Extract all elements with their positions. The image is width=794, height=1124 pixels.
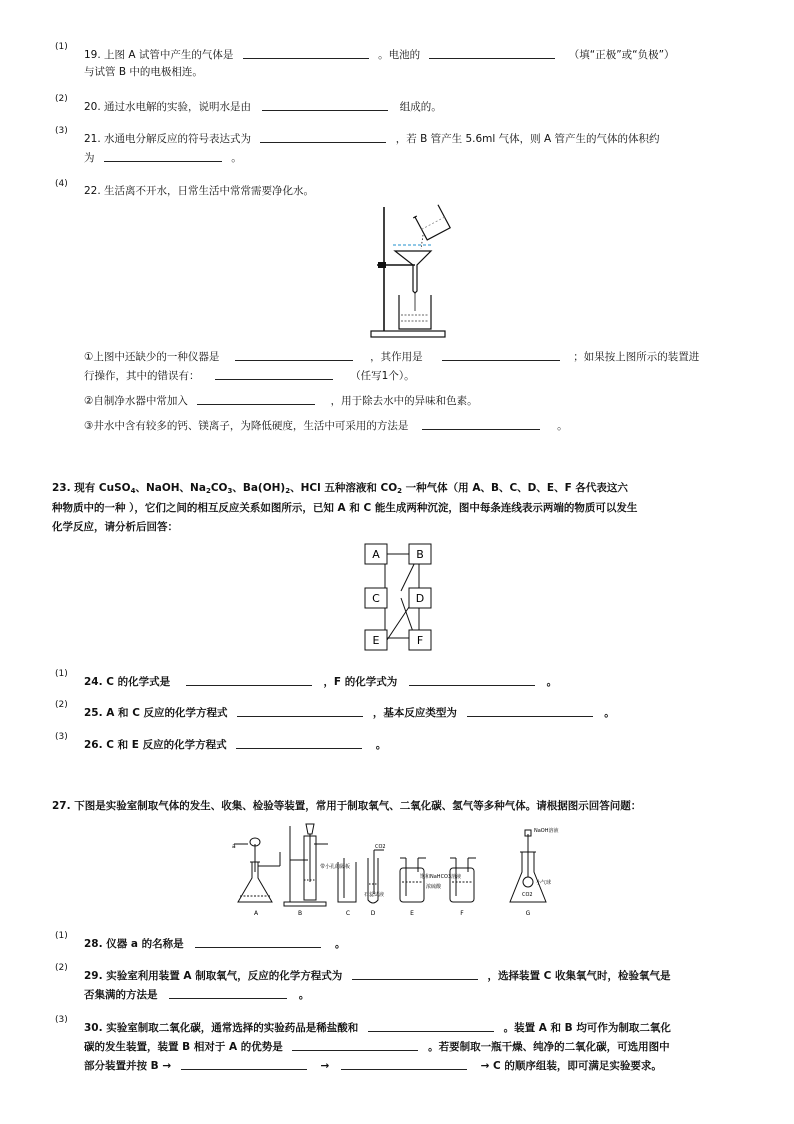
q30-blank-3[interactable] bbox=[181, 1058, 307, 1070]
q22-sub1-line1 bbox=[84, 349, 699, 364]
reaction-relationship-diagram bbox=[357, 537, 447, 655]
q30-blank-2[interactable] bbox=[292, 1039, 418, 1051]
funnel bbox=[395, 251, 431, 293]
question-19-line1 bbox=[84, 47, 675, 62]
box-label-e: E bbox=[372, 634, 380, 647]
q19-blank-1[interactable] bbox=[243, 47, 369, 59]
part-number: (4) bbox=[55, 179, 68, 189]
q20-text-b: 组成的。 bbox=[399, 101, 442, 113]
q21-blank-1[interactable] bbox=[260, 131, 386, 143]
q20-blank[interactable] bbox=[262, 99, 388, 111]
q29-text-d: 。 bbox=[298, 989, 310, 1001]
q22-s1-text-b: ，其作用是 bbox=[370, 351, 423, 363]
question-29-line1 bbox=[84, 968, 671, 983]
part-number: (2) bbox=[55, 963, 68, 973]
q19-text-a: 19. 上图 A 试管中产生的气体是 bbox=[84, 49, 234, 61]
q23-subscript: 2 bbox=[397, 487, 403, 495]
q25-text-a: 25. A 和 C 反应的化学方程式 bbox=[84, 707, 228, 719]
part-number: (3) bbox=[55, 1015, 68, 1025]
label-co2-d: CO2 bbox=[375, 844, 386, 850]
part-number: (3) bbox=[55, 732, 68, 742]
q23-subscript: 2 bbox=[285, 487, 291, 495]
q23-line2: 种物质中的一种 ），它们之间的相互反应关系如图所示，已知 A 和 C 能生成两种沉淀，图中每条连线表示两端的物质可以发生 bbox=[52, 502, 638, 514]
pouring-stream bbox=[421, 235, 423, 249]
q23-text: 、Ba(OH) bbox=[232, 482, 286, 494]
q30-text-b: 。装置 A 和 B 均可作为制取二氧化 bbox=[503, 1022, 671, 1034]
box-label-d: D bbox=[415, 592, 425, 605]
question-20 bbox=[84, 99, 442, 114]
part-number: (1) bbox=[55, 931, 68, 941]
gas-apparatus-figure bbox=[228, 822, 564, 918]
q26-blank[interactable] bbox=[236, 737, 362, 749]
part-number: (2) bbox=[55, 700, 68, 710]
question-26 bbox=[84, 737, 386, 752]
box-label-f: F bbox=[416, 634, 424, 647]
part-number: (1) bbox=[55, 669, 68, 679]
pouring-beaker bbox=[413, 205, 450, 241]
q22-blank-1[interactable] bbox=[235, 349, 353, 361]
label-nahco3: 饱和NaHCO3溶液 bbox=[420, 874, 462, 880]
q25-blank-2[interactable] bbox=[467, 705, 593, 717]
question-24 bbox=[84, 674, 557, 689]
q30-text-d: 。若要制取一瓶干燥、纯净的二氧化碳，可选用图中 bbox=[428, 1041, 670, 1053]
q25-text-b: ，基本反应类型为 bbox=[372, 707, 457, 719]
q23-text: 一种气体（用 A、B、C、D、E、F 各代表这六 bbox=[402, 482, 628, 494]
q22-blank-2[interactable] bbox=[442, 349, 560, 361]
part-number: (1) bbox=[55, 42, 68, 52]
q24-blank-1[interactable] bbox=[186, 674, 312, 686]
filtration-apparatus-figure bbox=[365, 203, 465, 341]
q22-s1-text-e: （任写1个）。 bbox=[350, 370, 415, 382]
q30-text-c: 碳的发生装置，装置 B 相对于 A 的优势是 bbox=[84, 1041, 283, 1053]
question-30-line3 bbox=[84, 1058, 662, 1073]
q22-s3-text-a: ③井水中含有较多的钙、镁离子，为降低硬度，生活中可采用的方法是 bbox=[84, 420, 409, 432]
apparatus-label: D bbox=[370, 910, 376, 917]
q30-text-a: 30. 实验室制取二氧化碳，通常选择的实验药品是稀盐酸和 bbox=[84, 1022, 359, 1034]
apparatus-f bbox=[450, 858, 476, 902]
q23-subscript: 3 bbox=[227, 487, 233, 495]
part-number: (2) bbox=[55, 94, 68, 104]
q29-blank-2[interactable] bbox=[169, 987, 287, 999]
q20-text-a: 20. 通过水电解的实验，说明水是由 bbox=[84, 101, 252, 113]
q23-subscript: 4 bbox=[130, 487, 136, 495]
question-25 bbox=[84, 705, 615, 720]
q28-blank[interactable] bbox=[195, 936, 321, 948]
q28-text-a: 28. 仪器 a 的名称是 bbox=[84, 938, 184, 950]
q25-blank-1[interactable] bbox=[237, 705, 363, 717]
label-co2-g: CO2 bbox=[522, 892, 533, 898]
q23-text: 23. 现有 CuSO bbox=[52, 482, 131, 494]
question-30-line1 bbox=[84, 1020, 671, 1035]
apparatus-label: B bbox=[297, 910, 303, 917]
q22-sub1-line2 bbox=[84, 368, 415, 383]
q29-text-a: 29. 实验室利用装置 A 制取氧气，反应的化学方程式为 bbox=[84, 970, 343, 982]
q30-text-g: → C 的顺序组装，即可满足实验要求。 bbox=[480, 1060, 662, 1072]
q23-text: 、HCl 五种溶液和 CO bbox=[290, 482, 398, 494]
label-naoh: NaOH溶液 bbox=[534, 828, 559, 834]
apparatus-label: A bbox=[253, 910, 259, 917]
apparatus-label: F bbox=[460, 910, 464, 917]
apparatus-e bbox=[400, 858, 426, 902]
clamp-knob bbox=[378, 262, 386, 268]
q19-text-d: 与试管 B 中的电极相连。 bbox=[84, 66, 203, 78]
q22-sub3 bbox=[84, 418, 568, 433]
q21-text-c: 为 bbox=[84, 152, 95, 164]
q30-blank-4[interactable] bbox=[341, 1058, 467, 1070]
q22-s2-text-b: ，用于除去水中的异味和色素。 bbox=[330, 395, 478, 407]
q19-blank-2[interactable] bbox=[429, 47, 555, 59]
q23-subscript: 2 bbox=[205, 487, 211, 495]
apparatus-label: E bbox=[410, 910, 414, 917]
q26-text-a: 26. C 和 E 反应的化学方程式 bbox=[84, 739, 227, 751]
apparatus-label: C bbox=[345, 910, 351, 917]
link-e-d bbox=[387, 604, 411, 640]
label-balloon: 小气球 bbox=[536, 880, 552, 886]
q22-s2-text-a: ②自制净水器中常加入 bbox=[84, 395, 188, 407]
q29-text-b: ，选择装置 C 收集氧气时，检验氧气是 bbox=[487, 970, 671, 982]
iron-stand-base bbox=[371, 331, 445, 337]
q30-blank-1[interactable] bbox=[368, 1020, 494, 1032]
q22-blank-3[interactable] bbox=[215, 368, 333, 380]
q22-sub2 bbox=[84, 393, 478, 408]
q29-blank-1[interactable] bbox=[352, 968, 478, 980]
box-label-a: A bbox=[372, 548, 380, 561]
q22-s1-text-c: ；如果按上图所示的装置进 bbox=[573, 351, 700, 363]
question-30-line2 bbox=[84, 1039, 670, 1054]
q23-text: 、NaOH、Na bbox=[135, 482, 206, 494]
q27-title: 27. 下图是实验室制取气体的发生、收集、检验等装置，常用于制取氧气、二氧化碳、氢气等多种气体。请根据图示回答问题： bbox=[52, 800, 642, 812]
q24-text-a: 24. C 的化学式是 bbox=[84, 676, 171, 688]
q22-blank-5[interactable] bbox=[422, 418, 540, 430]
question-28 bbox=[84, 936, 345, 951]
question-21-line1 bbox=[84, 131, 660, 146]
q22-s3-text-b: 。 bbox=[557, 420, 568, 432]
q21-text-d: 。 bbox=[231, 152, 242, 164]
label-plate: 带小孔的隔板 bbox=[320, 864, 351, 870]
q25-text-c: 。 bbox=[604, 707, 615, 719]
q23-line1 bbox=[52, 481, 628, 498]
box-label-c: C bbox=[372, 592, 380, 605]
q22-s1-text-d: 行操作，其中的错误有： bbox=[84, 370, 200, 382]
q24-text-c: 。 bbox=[546, 676, 558, 688]
label-h2so4: 浓硫酸 bbox=[426, 884, 442, 890]
question-29-line2 bbox=[84, 987, 309, 1002]
question-21-line2 bbox=[84, 150, 242, 165]
q22-blank-4[interactable] bbox=[197, 393, 315, 405]
label-a: a bbox=[232, 843, 236, 850]
apparatus-label: G bbox=[525, 910, 531, 917]
q30-text-e: 部分装置并按 B → bbox=[84, 1060, 172, 1072]
box-label-b: B bbox=[416, 548, 424, 561]
label-litmus: 石蕊试液 bbox=[364, 892, 385, 898]
q23-text: CO bbox=[210, 482, 228, 494]
q24-blank-2[interactable] bbox=[409, 674, 535, 686]
apparatus-a bbox=[234, 838, 280, 902]
q23-line3: 化学反应，请分析后回答： bbox=[52, 521, 178, 533]
q30-text-f: → bbox=[320, 1060, 330, 1072]
q19-text-c: （填“正极”或“负极”） bbox=[568, 49, 675, 61]
q19-text-b: 。电池的 bbox=[378, 49, 421, 61]
q21-text-a: 21. 水通电分解反应的符号表达式为 bbox=[84, 133, 252, 145]
q24-text-b: ，F 的化学式为 bbox=[323, 676, 398, 688]
q22-s1-text-a: ①上图中还缺少的一种仪器是 bbox=[84, 351, 220, 363]
q21-blank-2[interactable] bbox=[104, 150, 222, 162]
q28-text-b: 。 bbox=[334, 938, 346, 950]
q26-text-b: 。 bbox=[375, 739, 387, 751]
part-number: (3) bbox=[55, 126, 68, 136]
q22-title: 22. 生活离不开水，日常生活中常常需要净化水。 bbox=[84, 185, 315, 197]
q29-text-c: 否集满的方法是 bbox=[84, 989, 158, 1001]
q21-text-b: ，若 B 管产生 5.6ml 气体，则 A 管产生的气体的体积约 bbox=[395, 133, 660, 145]
